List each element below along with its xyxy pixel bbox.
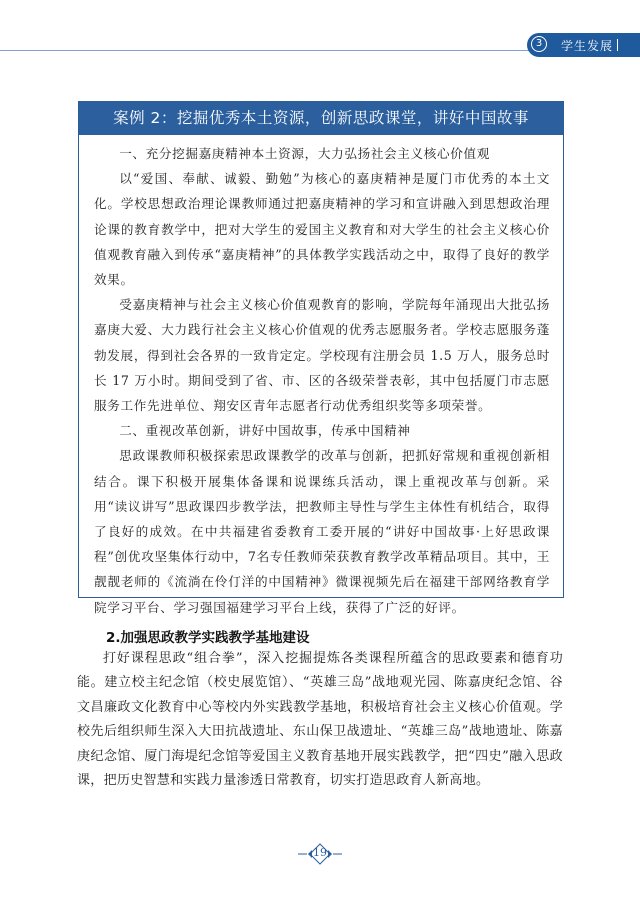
case-paragraph: 思政课教师积极探索思政课教学的改革与创新，把抓好常规和重视创新相结合。课下积极开展集体备课和说课练兵活动，课上重视改革与创新。采用“读议讲写”思政课四步教学法，把教师主导性与学生主体性有机结合，取得了良好的成效。在中共福建省委教育工委开展的“讲好中国故事·上好思政课程”创优攻坚集体行动中，7名专任教师荣获教育教学改革精品项目。其中，王靓靓老师的《流淌在伶仃洋的中国精神》微课视频先后在福建干部网络教育学院学习平台、学习强国福建学习平台上线，获得了广泛的好评。 [94, 448, 550, 615]
section-paragraph: 打好课程思政“组合拳”，深入挖掘提炼各类课程所蕴含的思政要素和德育功能。建立校主纪念馆（校史展览馆）、“英雄三岛”战地观光园、陈嘉庚纪念馆、谷文昌廉政文化教育中心等校内外实践教学基地，积极培育社会主义核心价值观。学校先后组织师生深入大田抗战遗址、东山保卫战遗址、“英雄三岛”战地遗址、陈嘉庚纪念馆、厦门海堤纪念馆等爱国主义教育基地开展实践教学，把“四史”融入思政课，把历史智慧和实践力量渗透日常教育，切实打造思政育人新高地。 [77, 651, 563, 789]
case-study-body [79, 135, 563, 620]
case-paragraph: 以“爱国、奉献、诚毅、勤勉”为核心的嘉庚精神是厦门市优秀的本土文化。学校思想政治理论课教师通过把嘉庚精神的学习和宣讲融入到思想政治理论课的教育教学中，把对大学生的爱国主义教育和对大学生的社会主义核心价值观教育融入到传承“嘉庚精神”的具体教学实践活动之中，取得了良好的教学效果。 [94, 171, 550, 288]
chapter-tab [527, 33, 640, 57]
case-subheading-1: 一、充分挖掘嘉庚精神本土资源，大力弘扬社会主义核心价值观 [119, 146, 491, 161]
page-number: 19 [313, 846, 327, 859]
case-study-title: 案例 2：挖掘优秀本土资源，创新思政课堂，讲好中国故事 [79, 102, 563, 135]
chapter-tab-divider [617, 39, 618, 51]
chapter-number-badge: 3 [531, 36, 547, 52]
chapter-title: 学生发展 [561, 39, 614, 53]
case-subheading-2: 二、重视改革创新，讲好中国故事，传承中国精神 [119, 423, 411, 439]
case-study-box [78, 101, 564, 615]
section-heading: 2.加强思政教学实践教学基地建设 [106, 630, 310, 646]
page-number-badge [298, 843, 342, 865]
case-paragraph: 受嘉庚精神与社会主义核心价值观教育的影响，学院每年涌现出大批弘扬嘉庚大爱、大力践行社会主义核心价值观的优秀志愿服务者。学校志愿服务蓬勃发展，得到社会各界的一致肯定定。学校现有注册会员 1.5 万人，服务总时长 17 万小时。期间受到了省、市、区的各级荣誉表彰，其中包括厦门市志愿服务工作先进单位、翔安区青年志愿者行动优秀组织奖等多项荣誉。 [94, 297, 550, 414]
